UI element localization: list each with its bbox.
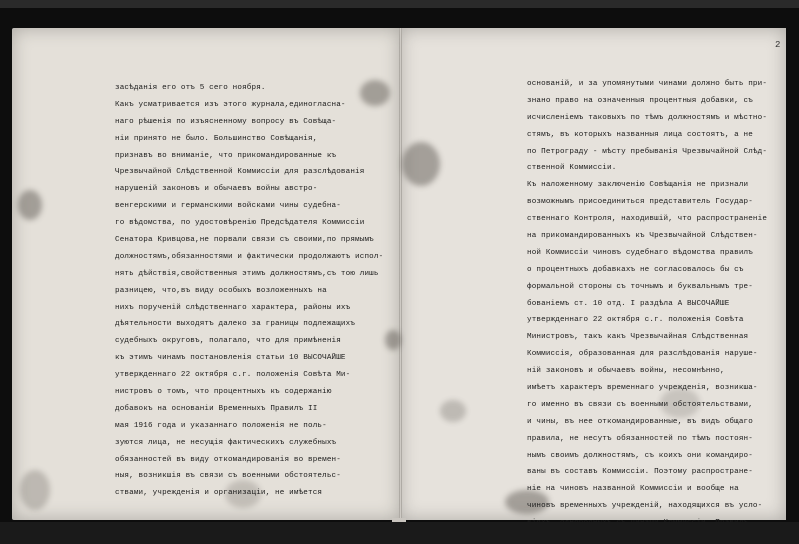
- page-number: 2: [775, 40, 781, 50]
- ink-stain: [385, 330, 401, 350]
- left-page-line: нять дѣйствія,свойственныя этимъ должностямъ,съ тою лишь: [115, 269, 379, 278]
- right-page-line: и чины, въ нее откомандированные, въ видъ общаго: [527, 417, 753, 426]
- right-page-line: правила, не несутъ обязанностей по тѣмъ постоян-: [527, 434, 753, 443]
- right-page-line: го именно въ связи съ военными обстоятельствами,: [527, 400, 753, 409]
- right-page-line: Коммиссія, образованная для разслѣдованія наруше-: [527, 350, 758, 359]
- right-page-line: Министровъ, такъ какъ Чрезвычайная Слѣдственная: [527, 333, 749, 342]
- left-page-line: обязанностей въ виду откомандированія во времен-: [115, 455, 341, 464]
- left-page-line: Какъ усматривается изъ этого журнала,единогласна-: [115, 100, 346, 109]
- right-page-line: по Петрограду - мѣсту пребыванія Чрезвычайной Слѣд-: [527, 147, 768, 156]
- left-page-line: должностямъ,обязанностями и фактически продолжаютъ испол-: [115, 252, 384, 261]
- right-page-line: бованіемъ ст. 10 отд. I раздѣла А ВЫСОЧАЙШЕ: [527, 299, 730, 308]
- left-page-line: нистровъ о томъ, что процентныхъ къ содержанію: [115, 388, 332, 397]
- scan-bottom-border: [0, 522, 799, 544]
- left-page-line: засѣданія его отъ 5 сего ноября.: [115, 84, 266, 92]
- left-page-line: го вѣдомства, по удостовѣренію Предсѣдателя Коммиссіи: [115, 219, 365, 228]
- right-page-line: исчисленіемъ таковыхъ по тѣмъ должностямъ и мѣстно-: [527, 113, 768, 122]
- left-page-line: разницею, что,въ виду особыхъ возложенныхъ на: [115, 286, 327, 295]
- left-page-line: Сенатора Кривцова,не порвали связи съ своими,по прямымъ: [115, 236, 374, 245]
- left-page-line: ніи принято не было. Большинство Совѣщанія,: [115, 134, 318, 143]
- right-page-line: ственнаго Контроля, находившій, что распространеніе: [527, 215, 768, 224]
- left-page-line: ствами, учрежденія и организаціи, не имѣется: [115, 489, 323, 498]
- right-page-line: ваны въ составъ Коммиссіи. Поэтому распростране-: [527, 468, 753, 477]
- right-page-line: основаній, и за упомянутыми чинами должно быть при-: [527, 80, 768, 88]
- left-page-line: добавокъ на основаніи Временныхъ Правилъ II: [115, 404, 318, 413]
- left-page-line: Чрезвычайной Слѣдственной Коммиссіи для разслѣдованія: [115, 168, 365, 177]
- right-page-line: формальной стороны съ точнымъ и буквальнымъ тре-: [527, 282, 753, 291]
- right-page-line: возможнымъ присоединиться представитель Государ-: [527, 198, 753, 207]
- scan-top-border: [0, 0, 799, 8]
- left-page-line: ныя, возникшія въ связи съ военными обстоятельс-: [115, 472, 341, 481]
- left-page-line: наго рѣшенія по изъясненному вопросу въ Совѣща-: [115, 117, 337, 126]
- right-page-line: ній законовъ и обычаевъ войны, несомнѣнно,: [527, 367, 725, 376]
- right-page-line: знано право на означенныя процентныя добавки, съ: [527, 96, 753, 105]
- left-page-text: [115, 80, 383, 502]
- page-fold: [399, 28, 402, 520]
- right-page-line: ной Коммиссіи чиновъ судебнаго вѣдомства правилъ: [527, 248, 753, 257]
- left-page-line: судебныхъ округовъ, полагало, что для примѣненія: [115, 337, 341, 346]
- left-page-line: мая 1916 года и указаннаго положенія не поль-: [115, 421, 327, 430]
- ink-stain: [18, 190, 42, 220]
- ink-stain: [440, 400, 466, 422]
- right-page-line: на прикомандированныхъ къ Чрезвычайной Слѣдствен-: [527, 232, 758, 241]
- right-page-line: чиновъ временныхъ учрежденій, находящихся въ усло-: [527, 502, 763, 511]
- right-page-line: о процентныхъ добавкахъ не согласовалось бы съ: [527, 265, 744, 274]
- left-page-line: нихъ порученій слѣдственнаго характера, районы ихъ: [115, 303, 351, 312]
- right-page-line: ственной Коммиссіи.: [527, 164, 617, 173]
- right-page-line: утвержденнаго 22 октября с.г. положенія Совѣта: [527, 316, 744, 325]
- right-page-line: стямъ, въ которыхъ названныя лица состоятъ, а не: [527, 130, 753, 139]
- left-page-line: признавъ во вниманіе, что прикомандированные къ: [115, 151, 337, 160]
- right-page-line: имѣетъ характеръ временнаго учрежденія, возникша-: [527, 384, 758, 393]
- ink-stain: [402, 142, 440, 186]
- right-page-line: ніе на чиновъ названной Коммиссіи и вообще на: [527, 485, 739, 494]
- right-page-line: нымъ своимъ должностямъ, съ коихъ они командиро-: [527, 451, 753, 460]
- left-page-line: венгерскими и германскими войсками чины судебна-: [115, 202, 341, 211]
- right-page-text: [527, 76, 767, 532]
- right-page-line: Къ наложенному заключенію Совѣщанія не признали: [527, 181, 749, 190]
- left-page-line: утвержденнаго 22 октября с.г. положенія Совѣта Ми-: [115, 371, 351, 380]
- ink-stain: [20, 470, 50, 510]
- left-page-line: дѣятельности выходятъ далеко за границы подлежащихъ: [115, 320, 356, 329]
- left-page-line: къ этимъ чинамъ постановленія статьи 10 ВЫСОЧАЙШЕ: [115, 354, 346, 363]
- left-page-line: зуются лица, не несущія фактическихъ служебныхъ: [115, 438, 337, 447]
- left-page-line: нарушеній законовъ и обычаевъ войны австро-: [115, 185, 318, 194]
